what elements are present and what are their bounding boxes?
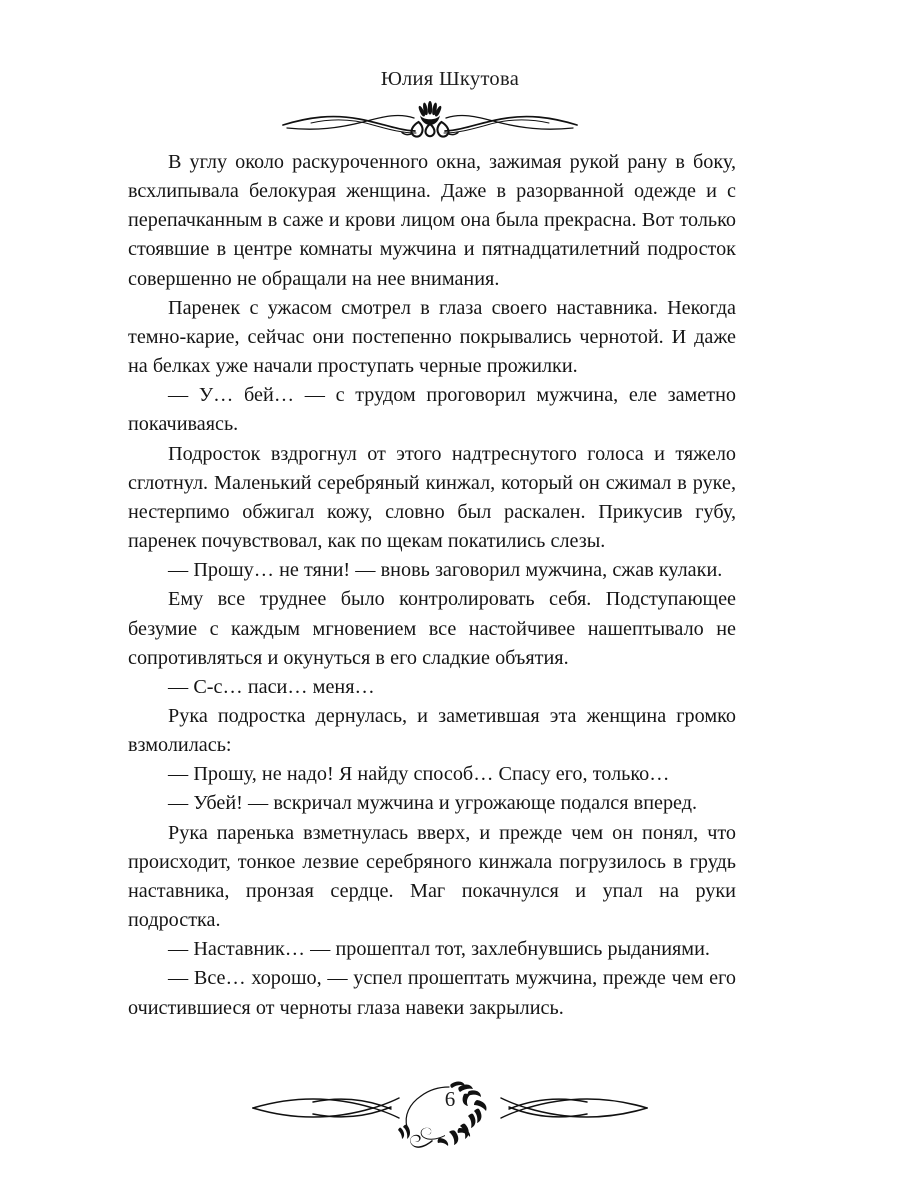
paragraph: — Все… хорошо, — успел прошептать мужчина, прежде чем его очистившиеся от черноты глаза навеки закрылись. xyxy=(128,967,736,1019)
paragraph: — С-с… паси… меня… xyxy=(168,675,375,698)
paragraph: — Прошу… не тяни! — вновь заговорил мужчина, сжав кулаки. xyxy=(168,559,723,582)
page-number: 6 xyxy=(444,1087,456,1111)
paragraph: — Наставник… — прошептал тот, захлебнувшись рыданиями. xyxy=(168,938,710,961)
body-text xyxy=(128,148,736,1023)
floral-flourish-divider-icon xyxy=(281,98,579,140)
laurel-wreath-folio-divider-icon xyxy=(249,1078,651,1158)
paragraph: Подросток вздрогнул от этого надтреснутого голоса и тяжело сглотнул. Маленький серебряный кинжал, который он сжимал в руке, нестерпимо обжигал кожу, словно был раскален. Прикусив губу, паренек почувствовал, как по щекам покатились слезы. xyxy=(128,442,736,553)
paragraph: — Убей! — вскричал мужчина и угрожающе подался вперед. xyxy=(168,792,698,815)
running-head-author: Юлия Шкутова xyxy=(380,68,520,90)
paragraph: Паренек с ужасом смотрел в глаза своего наставника. Некогда темно-карие, сейчас они постепенно покрывались чернотой. И даже на белках уже начали проступать черные прожилки. xyxy=(128,296,736,378)
paragraph: В углу около раскуроченного окна, зажимая рукой рану в боку, всхлипывала белокурая женщина. Даже в разорванной одежде и с перепачканным в саже и крови лицом она была прекрасна. Вот только стоявшие в центре комнаты мужчина и пятнадцатилетний подросток совершенно не обращали на нее внимания. xyxy=(128,151,736,290)
paragraph: Рука паренька взметнулась вверх, и прежде чем он понял, что происходит, тонкое лезвие серебряного кинжала погрузилось в грудь наставника, пронзая сердце. Маг покачнулся и упал на руки подростка. xyxy=(128,821,736,932)
paragraph: — У… бей… — с трудом проговорил мужчина, еле заметно покачиваясь. xyxy=(128,384,736,436)
paragraph: Рука подростка дернулась, и заметившая эта женщина громко взмолилась: xyxy=(128,704,736,757)
paragraph: Ему все труднее было контролировать себя. Подступающее безумие с каждым мгновением все настойчивее нашептывало не сопротивляться и окунуться в его сладкие объятия. xyxy=(128,588,736,669)
paragraph: — Прошу, не надо! Я найду способ… Спасу его, только… xyxy=(168,763,670,786)
